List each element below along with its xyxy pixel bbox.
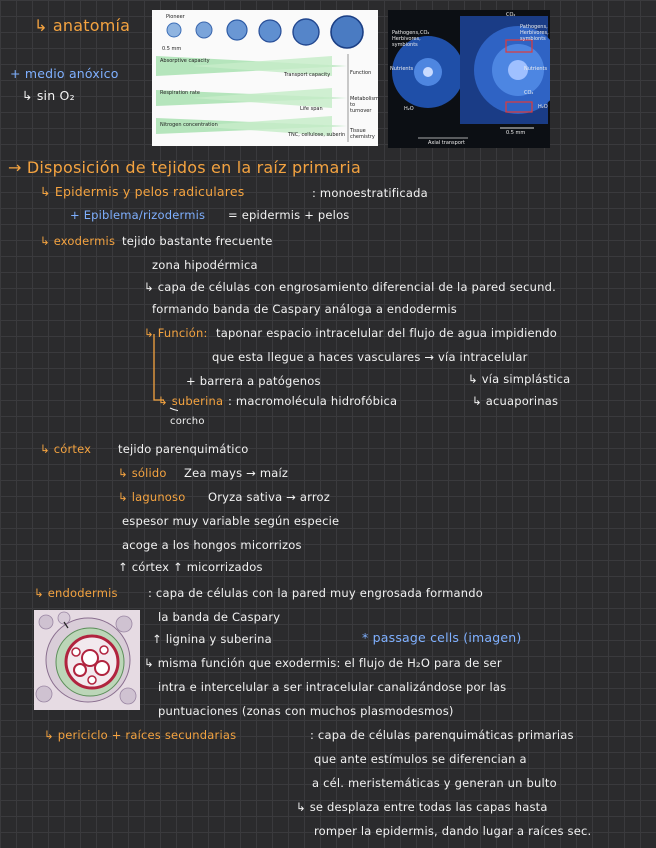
root-cross-section-figure [388,10,550,148]
label-transport: Transport capacity [284,72,331,78]
nutrients-label-right: Nutrients [524,66,548,72]
root-section-2 [196,22,212,38]
endodermis-diagram [34,610,140,710]
scale-label: 0.5 mm [162,46,182,52]
pathogens-label-left: Pathogens, Herbivores, symbionts [392,30,421,48]
root-section-1 [167,23,181,37]
exodermis-def: tejido bastante frecuente [122,234,273,248]
intra-intercelular: intra e intercelular a ser intracelular canalizándose por las [158,680,507,694]
label-tnc: TNC, cellulose, suberin [288,132,346,138]
funcion-def: taponar espacio intracelular del flujo de agua impidiendo [216,326,558,340]
epiblema-title: + Epiblema/rizodermis [70,208,206,222]
exodermis-title: ↳ exodermis [40,234,116,248]
side-function: Function [350,70,372,76]
cortex-micorrizados: ↑ córtex ↑ micorrizados [118,560,263,574]
solido-title: ↳ sólido [118,466,167,480]
puntuaciones: puntuaciones (zonas con muchos plasmodesmos) [158,704,454,718]
label-lifespan: Life span [300,106,323,112]
via-simplastica: ↳ vía simplástica [468,372,571,386]
epidermis-title: ↳ Epidermis y pelos radiculares [40,184,245,199]
suberina-title: ↳ suberina [158,394,224,408]
epiblema-def: = epidermis + pelos [228,208,350,222]
co2-label-2: CO₂ [506,12,516,18]
row-absorptive: Absorptive capacity [160,58,210,64]
anatomia-label: ↳ anatomía [34,16,131,35]
romper-epidermis: romper la epidermis, dando lugar a raíces sec. [314,824,592,838]
passage-cells: * passage cells (imagen) [362,630,522,645]
medio-anoxico-label: + medio anóxico [10,66,119,81]
lifespan-wedge [192,88,332,108]
zona-hipodermica: zona hipodérmica [152,258,258,272]
sin-o2-label: ↳ sin O₂ [22,88,75,103]
scale-label-2: 0.5 mm [506,130,526,136]
suberina-def: : macromolécula hidrofóbica [228,394,398,408]
corcho: corcho [170,416,205,427]
acoge-hongos: acoge a los hongos micorrizos [122,538,302,552]
endodermis-title: ↳ endodermis [34,586,118,600]
epidermis-def: : monoestratificada [312,186,428,200]
lignina-suberina: ↑ lignina y suberina [152,632,272,646]
solido-def: Zea mays → maíz [184,466,289,480]
barrera-patogenos: + barrera a patógenos [186,374,321,388]
lagunoso-title: ↳ lagunoso [118,490,186,504]
se-desplaza: ↳ se desplaza entre todas las capas hasta [296,800,548,814]
axial-transport-label: Axial transport [428,140,465,146]
capa-celulas-exo: ↳ capa de células con engrosamiento diferencial de la pared secund. [144,280,556,294]
row-nitrogen: Nitrogen concentration [160,122,218,128]
espesor: espesor muy variable según especie [122,514,340,528]
ante-estimulos: que ante estímulos se diferencian a [314,752,527,766]
misma-funcion: ↳ misma función que exodermis: el flujo de H₂O para de ser [144,656,502,670]
banda-caspary: la banda de Caspary [158,610,281,624]
endodermis-micrograph [34,610,140,710]
root-section-3 [227,20,247,40]
funcion-title: ↳ Función: [144,326,208,340]
heading-disposicion: → Disposición de tejidos en la raíz primaria [8,158,361,177]
periciclo-title: ↳ periciclo + raíces secundarias [44,728,237,742]
funcion-bracket [148,330,178,420]
panel-label-1: Pioneer [166,14,185,20]
pathogens-label-right: Pathogens, Herbivores, symbionts [520,24,549,42]
acuaporinas: ↳ acuaporinas [472,394,559,408]
row-respiration: Respiration rate [160,90,200,96]
h2o-label-left: H₂O [404,106,414,112]
root-section-6 [331,16,363,48]
nutrients-label-left: Nutrients [390,66,414,72]
co2-label-3: CO₂ [524,90,534,96]
co2-label-1: CO₂ [420,30,430,36]
cortex-title: ↳ córtex [40,442,92,456]
cel-meristematicas: a cél. meristemáticas y generan un bulto [312,776,557,790]
lagunoso-def: Oryza sativa → arroz [208,490,330,504]
side-tissue: Tissue chemistry [350,128,375,140]
h2o-label-right: H₂O [538,104,548,110]
cortex-def: tejido parenquimático [118,442,249,456]
llegue-haces: que esta llegue a haces vasculares → vía intracelular [212,350,528,364]
root-section-4 [259,20,281,42]
side-metabolism: Metabolism to turnover [350,96,379,114]
root-traits-figure [152,10,378,146]
formando-banda: formando banda de Caspary análoga a endodermis [152,302,457,316]
periciclo-def: : capa de células parenquimáticas primarias [310,728,574,742]
root-section-5 [293,19,319,45]
endodermis-def: : capa de células con la pared muy engrosada formando [148,586,484,600]
